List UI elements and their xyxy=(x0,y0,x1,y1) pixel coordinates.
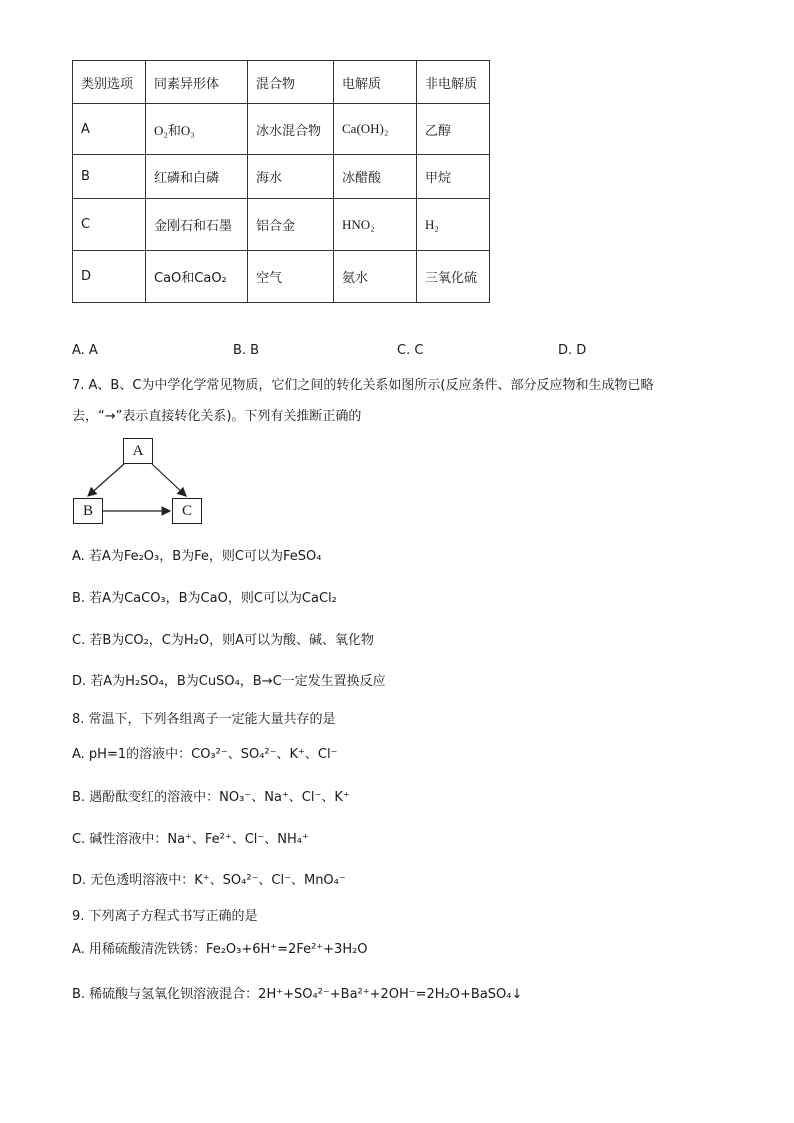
q6-option-d: D. D xyxy=(558,343,587,358)
q7-option-b: B. 若A为CaCO₃，B为CaO，则C可以为CaCl₂ xyxy=(72,591,337,606)
table-row xyxy=(73,251,490,303)
diagram-node-a: A xyxy=(123,438,153,464)
arrow-a-to-c xyxy=(152,464,186,496)
header-cell: 电解质 xyxy=(334,61,417,104)
allotrope-cell: 红磷和白磷 xyxy=(146,155,248,199)
q8-stem: 8. 常温下，下列各组离子一定能大量共存的是 xyxy=(72,712,336,727)
allotrope-cell: 金刚石和石墨 xyxy=(146,199,248,251)
electrolyte-cell: Ca(OH)₂ xyxy=(334,104,417,155)
header-cell: 混合物 xyxy=(248,61,334,104)
table-row xyxy=(73,104,490,155)
header-cell: 类别选项 xyxy=(73,61,146,104)
nonelectrolyte-cell: H₂ xyxy=(417,199,490,251)
q9-option-a: A. 用稀硫酸清洗铁锈：Fe₂O₃+6H⁺=2Fe²⁺+3H₂O xyxy=(72,942,368,957)
table-row xyxy=(73,199,490,251)
diagram-node-c: C xyxy=(172,498,202,524)
diagram-node-b: B xyxy=(73,498,103,524)
q7-option-d: D. 若A为H₂SO₄，B为CuSO₄，B→C一定发生置换反应 xyxy=(72,674,386,689)
mixture-cell: 海水 xyxy=(248,155,334,199)
q7-option-c: C. 若B为CO₂，C为H₂O，则A可以为酸、碱、氧化物 xyxy=(72,633,374,648)
nonelectrolyte-cell: 乙醇 xyxy=(417,104,490,155)
arrow-a-to-b xyxy=(88,464,124,496)
mixture-cell: 铝合金 xyxy=(248,199,334,251)
q7-stem-line2: 去，“→”表示直接转化关系)。下列有关推断正确的 xyxy=(72,409,362,424)
classification-table xyxy=(72,60,490,303)
q8-option-c: C. 碱性溶液中：Na⁺、Fe²⁺、Cl⁻、NH₄⁺ xyxy=(72,832,309,847)
mixture-cell: 冰水混合物 xyxy=(248,104,334,155)
q7-option-a: A. 若A为Fe₂O₃，B为Fe，则C可以为FeSO₄ xyxy=(72,549,322,564)
q7-stem-line1: 7. A、B、C为中学化学常见物质，它们之间的转化关系如图所示(反应条件、部分反应物和生成物已略 xyxy=(72,378,654,393)
row-label: B xyxy=(73,155,146,199)
header-cell: 同素异形体 xyxy=(146,61,248,104)
electrolyte-cell: 氨水 xyxy=(334,251,417,303)
allotrope-cell: O₂和O₃ xyxy=(146,104,248,155)
q9-option-b: B. 稀硫酸与氢氧化钡溶液混合：2H⁺+SO₄²⁻+Ba²⁺+2OH⁻=2H₂O+BaSO₄↓ xyxy=(72,987,523,1002)
nonelectrolyte-cell: 甲烷 xyxy=(417,155,490,199)
q8-option-b: B. 遇酚酞变红的溶液中：NO₃⁻、Na⁺、Cl⁻、K⁺ xyxy=(72,790,350,805)
electrolyte-cell: 冰醋酸 xyxy=(334,155,417,199)
table-header-row xyxy=(73,61,490,104)
header-cell: 非电解质 xyxy=(417,61,490,104)
table-row xyxy=(73,155,490,199)
q8-option-a: A. pH=1的溶液中：CO₃²⁻、SO₄²⁻、K⁺、Cl⁻ xyxy=(72,747,338,762)
q8-option-d: D. 无色透明溶液中：K⁺、SO₄²⁻、Cl⁻、MnO₄⁻ xyxy=(72,873,346,888)
q9-stem: 9. 下列离子方程式书写正确的是 xyxy=(72,909,258,924)
q6-option-b: B. B xyxy=(233,343,260,358)
allotrope-cell: CaO和CaO₂ xyxy=(146,251,248,303)
row-label: C xyxy=(73,199,146,251)
q6-option-c: C. C xyxy=(397,343,424,358)
row-label: D xyxy=(73,251,146,303)
nonelectrolyte-cell: 三氧化硫 xyxy=(417,251,490,303)
mixture-cell: 空气 xyxy=(248,251,334,303)
electrolyte-cell: HNO₂ xyxy=(334,199,417,251)
row-label: A xyxy=(73,104,146,155)
q6-option-a: A. A xyxy=(72,343,98,358)
